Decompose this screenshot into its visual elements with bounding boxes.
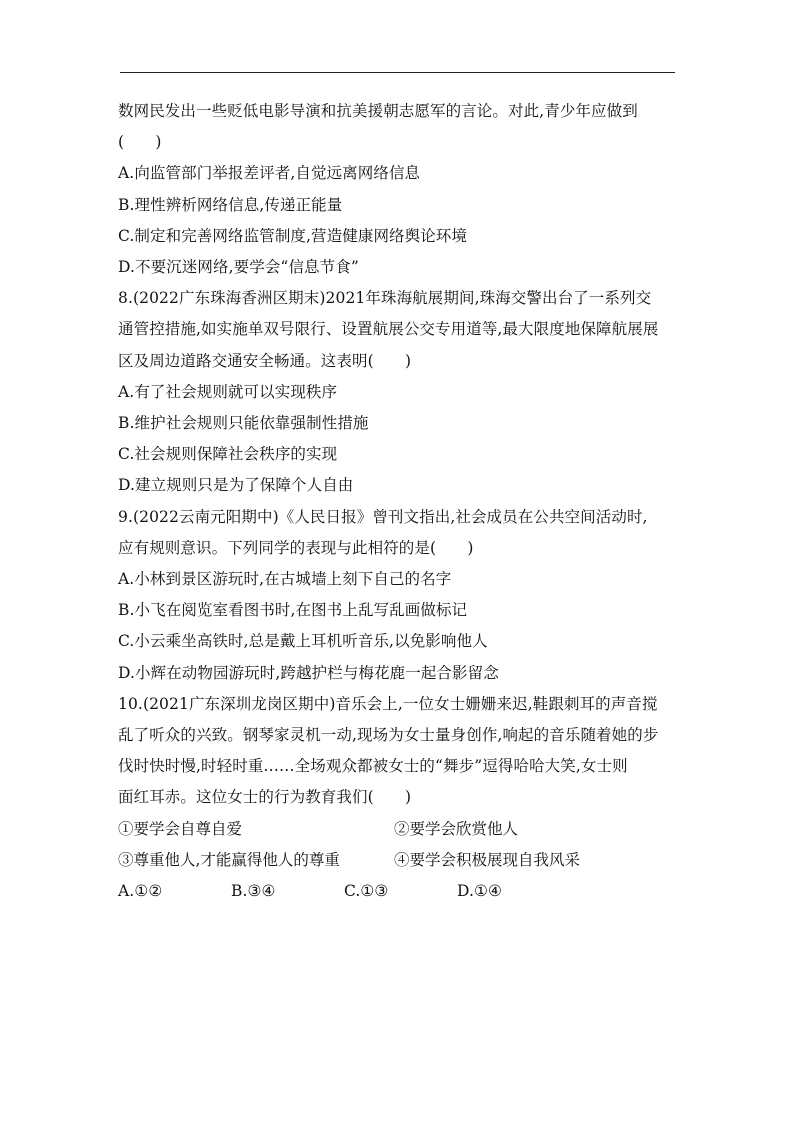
q10-stem-line: 乱了听众的兴致。钢琴家灵机一动,现场为女士量身创作,响起的音乐随着她的步: [118, 726, 659, 745]
q9-option-a: A.小林到景区游玩时,在古城墙上刻下自己的名字: [118, 570, 452, 589]
q10-statement-row: [118, 814, 678, 845]
q8-option-b: B.维护社会规则只能依靠强制性措施: [118, 414, 369, 433]
q7-option-d: D.不要沉迷网络,要学会“信息节食”: [118, 258, 359, 277]
q10-statement-3: ③尊重他人,才能赢得他人的尊重: [118, 850, 340, 869]
q10-option-b: B.③④: [231, 882, 276, 901]
q10-statement-1: ①要学会自尊自爱: [118, 819, 243, 838]
q10-option-d: D.①④: [457, 882, 502, 901]
q9-stem-line: 应有规则意识。下列同学的表现与此相符的是( ): [118, 538, 474, 557]
q8-option-a: A.有了社会规则就可以实现秩序: [118, 382, 338, 401]
q8-option-c: C.社会规则保障社会秩序的实现: [118, 445, 338, 464]
q9-option-d: D.小辉在动物园游玩时,跨越护栏与梅花鹿一起合影留念: [118, 663, 499, 682]
q7-answer-blank: ( ): [118, 133, 162, 152]
q8-stem-line: 通管控措施,如实施单双号限行、设置航展公交专用道等,最大限度地保障航展展: [118, 320, 659, 339]
q10-option-a: A.①②: [118, 882, 163, 901]
q10-statement-row: [118, 845, 678, 876]
q10-stem-line: 面红耳赤。这位女士的行为教育我们( ): [118, 788, 412, 807]
q7-option-b: B.理性辨析网络信息,传递正能量: [118, 195, 343, 214]
q7-option-a: A.向监管部门举报差评者,自觉远离网络信息: [118, 164, 421, 183]
q10-stem-line: 10.(2021广东深圳龙岗区期中)音乐会上,一位女士姗姗来迟,鞋跟刺耳的声音搅: [118, 694, 658, 713]
question-content: [118, 96, 678, 907]
q10-statement-4: ④要学会积极展现自我风采: [394, 850, 581, 869]
q8-stem-line: 区及周边道路交通安全畅通。这表明( ): [118, 351, 412, 370]
q7-option-c: C.制定和完善网络监管制度,营造健康网络舆论环境: [118, 226, 468, 245]
q10-stem-line: 伐时快时慢,时轻时重……全场观众都被女士的“舞步”逗得哈哈大笑,女士则: [118, 757, 628, 776]
q8-option-d: D.建立规则只是为了保障个人自由: [118, 476, 354, 495]
q10-options-row: [118, 876, 678, 907]
q9-option-b: B.小飞在阅览室看图书时,在图书上乱写乱画做标记: [118, 601, 468, 620]
q10-statement-2: ②要学会欣赏他人: [394, 819, 519, 838]
q9-option-c: C.小云乘坐高铁时,总是戴上耳机听音乐,以免影响他人: [118, 632, 488, 651]
q7-stem-line: 数网民发出一些贬低电影导演和抗美援朝志愿军的言论。对此,青少年应做到: [118, 102, 638, 120]
q9-stem-line: 9.(2022云南元阳期中)《人民日报》曾刊文指出,社会成员在公共空间活动时,: [118, 507, 648, 526]
q8-stem-line: 8.(2022广东珠海香洲区期末)2021年珠海航展期间,珠海交警出台了一系列交: [118, 289, 652, 308]
header-rule: [120, 72, 675, 73]
q10-option-c: C.①③: [344, 882, 389, 901]
